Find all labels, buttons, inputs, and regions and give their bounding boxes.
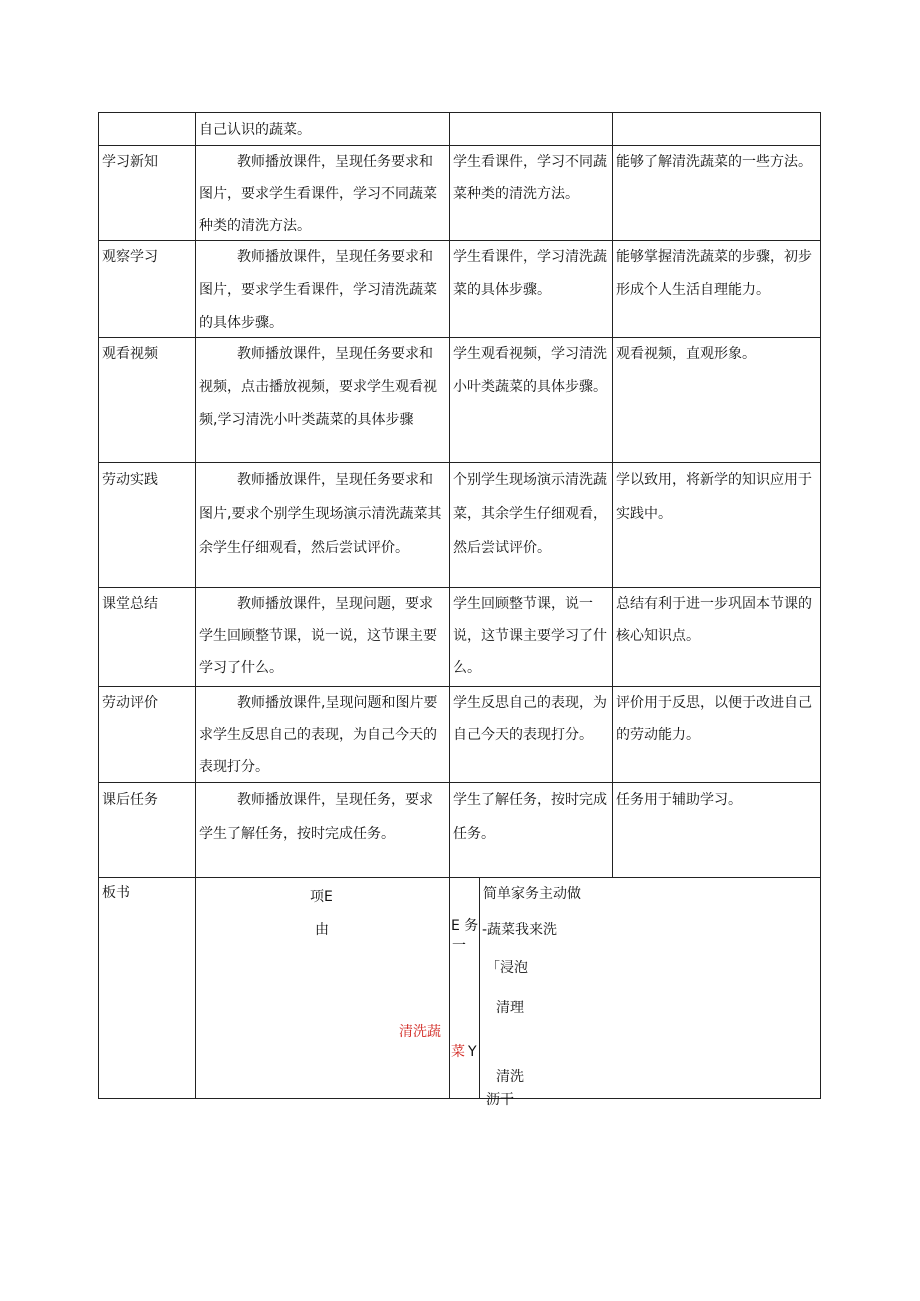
row-1-purpose: 能够了解清洗蔬菜的一些方法。	[612, 145, 821, 241]
row-7-teacher: 教师播放课件，呈现任务，要求学生了解任务，按时完成任务。	[195, 782, 450, 878]
board-col2-red-text: 清洗蔬	[399, 1024, 441, 1040]
board-step-3: 清洗	[496, 1069, 524, 1085]
row-4-student: 个别学生现场演示清洗蔬菜，其余学生仔细观看，然后尝试评价。	[449, 462, 613, 588]
row-0-student	[449, 112, 613, 146]
board-col3-top: E 务	[451, 918, 479, 934]
row-3-purpose: 观看视频，直观形象。	[612, 337, 821, 463]
row-2-label: 观察学习	[98, 240, 196, 338]
row-5-label: 课堂总结	[98, 587, 196, 687]
row-4-purpose: 学以致用，将新学的知识应用于实践中。	[612, 462, 821, 588]
row-7-label: 课后任务	[98, 782, 196, 878]
row-6-teacher: 教师播放课件,呈现问题和图片要求学生反思自己的表现，为自己今天的表现打分。	[195, 686, 450, 783]
row-2-student: 学生看课件，学习清洗蔬菜的具体步骤。	[449, 240, 613, 338]
board-col3-y: Y	[468, 1044, 477, 1060]
board-step-4: 沥干	[486, 1092, 514, 1108]
board-col3	[449, 877, 480, 1099]
board-step-2: 清理	[496, 1000, 524, 1016]
board-subtitle: -蔬菜我来洗	[482, 922, 558, 938]
row-5-student: 学生回顾整节课，说一说，这节课主要学习了什么。	[449, 587, 613, 687]
row-6-student: 学生反思自己的表现，为自己今天的表现打分。	[449, 686, 613, 783]
board-col3-red-text: 菜	[451, 1044, 465, 1060]
row-2-teacher: 教师播放课件，呈现任务要求和图片，要求学生看课件，学习清洗蔬菜的具体步骤。	[195, 240, 450, 338]
board-col2-line1: 项E	[310, 889, 333, 905]
row-7-purpose: 任务用于辅助学习。	[612, 782, 821, 878]
row-1-teacher: 教师播放课件，呈现任务要求和图片，要求学生看课件，学习不同蔬菜种类的清洗方法。	[195, 145, 450, 241]
row-0-label	[98, 112, 196, 146]
row-5-purpose: 总结有利于进一步巩固本节课的核心知识点。	[612, 587, 821, 687]
row-4-label: 劳动实践	[98, 462, 196, 588]
row-3-student: 学生观看视频，学习清洗小叶类蔬菜的具体步骤。	[449, 337, 613, 463]
row-1-label: 学习新知	[98, 145, 196, 241]
board-label: 板书	[98, 877, 196, 1099]
row-6-purpose: 评价用于反思，以便于改进自己的劳动能力。	[612, 686, 821, 783]
board-col2	[195, 877, 450, 1099]
row-6-label: 劳动评价	[98, 686, 196, 783]
board-step-1: 「浸泡	[486, 960, 528, 976]
board-col3-dash: 一	[452, 938, 466, 954]
row-1-student: 学生看课件，学习不同蔬菜种类的清洗方法。	[449, 145, 613, 241]
row-3-label: 观看视频	[98, 337, 196, 463]
row-0-purpose	[612, 112, 821, 146]
row-0-teacher: 自己认识的蔬菜。	[195, 112, 450, 146]
row-2-purpose: 能够掌握清洗蔬菜的步骤，初步形成个人生活自理能力。	[612, 240, 821, 338]
board-col4	[479, 877, 821, 1108]
row-5-teacher: 教师播放课件，呈现问题，要求学生回顾整节课，说一说，这节课主要学习了什么。	[195, 587, 450, 687]
board-title: 简单家务主动做	[483, 886, 581, 902]
board-col2-line2: 由	[315, 922, 329, 938]
row-3-teacher: 教师播放课件，呈现任务要求和视频，点击播放视频，要求学生观看视频,学习清洗小叶类蔬菜的具体步骤	[195, 337, 450, 463]
row-4-teacher: 教师播放课件，呈现任务要求和图片,要求个别学生现场演示清洗蔬菜其余学生仔细观看，然后尝试评价。	[195, 462, 450, 588]
row-7-student: 学生了解任务，按时完成任务。	[449, 782, 613, 878]
